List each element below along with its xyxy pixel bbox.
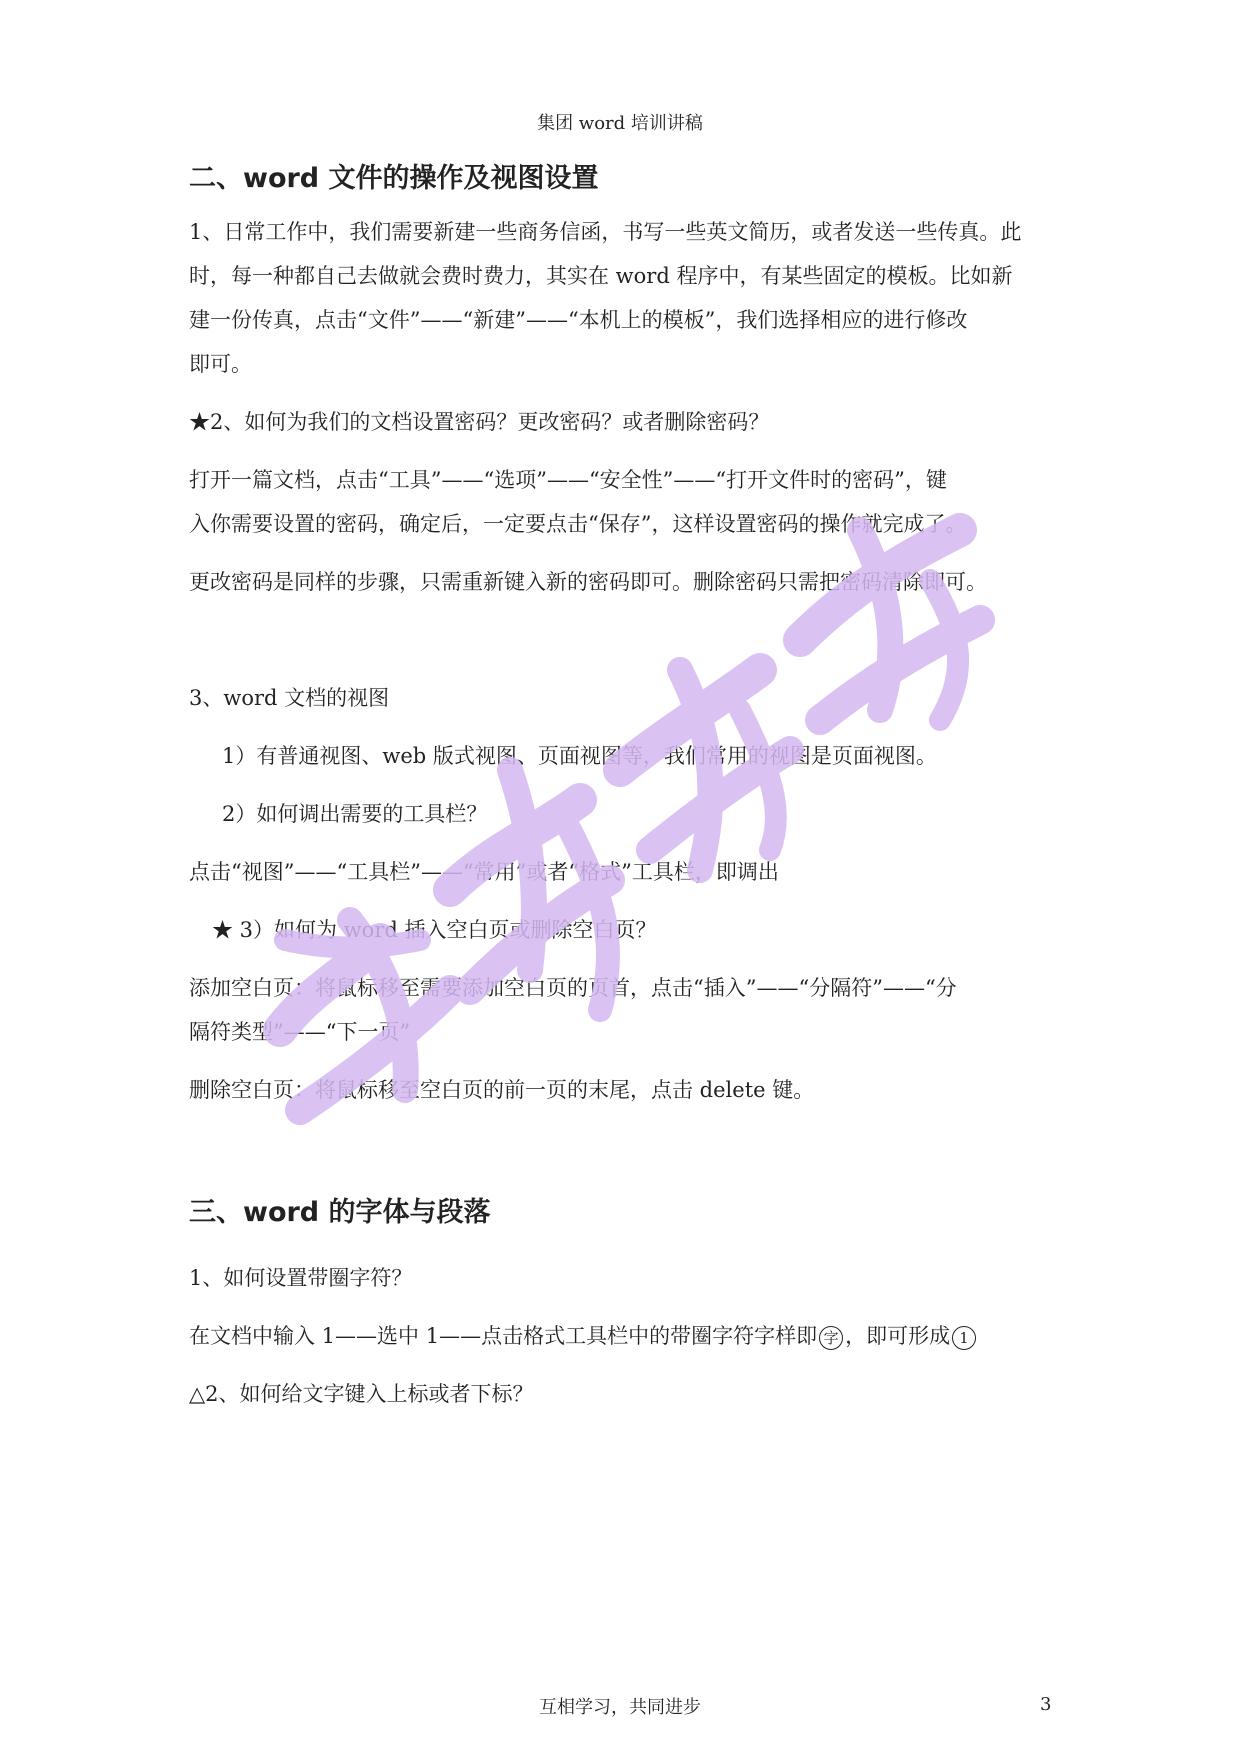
section-heading-2: 二、word 文件的操作及视图设置 (189, 163, 599, 194)
paragraph-line: 删除空白页：将鼠标移至空白页的前一页的末尾，点击 delete 键。 (189, 1078, 815, 1102)
paragraph-line: 时，每一种都自己去做就会费时费力，其实在 word 程序中，有某些固定的模板。比如新 (189, 264, 1013, 288)
page-footer-motto: 互相学习，共同进步 (539, 1697, 701, 1718)
section-heading-3: 三、word 的字体与段落 (189, 1197, 491, 1228)
list-item: ★ 3）如何为 word 插入空白页或删除空白页？ (212, 918, 657, 942)
list-item: 1）有普通视图、web 版式视图、页面视图等，我们常用的视图是页面视图。 (222, 744, 937, 768)
circled-number-result: 1 (952, 1326, 976, 1350)
paragraph-line: 即可。 (189, 352, 252, 376)
paragraph-line: 建一份传真，点击“文件”——“新建”——“本机上的模板”，我们选择相应的进行修改 (189, 308, 968, 332)
question-heading: ★2、如何为我们的文档设置密码？更改密码？或者删除密码？ (189, 410, 770, 434)
paragraph-line: 入你需要设置的密码，确定后，一定要点击“保存”，这样设置密码的操作就完成了。 (189, 512, 967, 536)
paragraph-line (189, 1322, 1055, 1350)
text-run: 在文档中输入 1——选中 1——点击格式工具栏中的带圈字符字样即 (189, 1324, 818, 1348)
list-item: 2）如何调出需要的工具栏？ (222, 802, 488, 826)
question-heading: 1、如何设置带圈字符？ (189, 1266, 413, 1290)
paragraph-line: 添加空白页：将鼠标移至需要添加空白页的页首，点击“插入”——“分隔符”——“分 (189, 976, 957, 1000)
circled-character-sample: 字 (819, 1326, 843, 1350)
paragraph-line: 点击“视图”——“工具栏”——“常用”或者“格式”工具栏，即调出 (189, 860, 779, 884)
paragraph-line: 隔符类型”——“下一页” (189, 1020, 411, 1044)
question-heading: △2、如何给文字键入上标或者下标？ (189, 1382, 534, 1406)
paragraph-line: 打开一篇文档，点击“工具”——“选项”——“安全性”——“打开文件时的密码”，键 (189, 468, 947, 492)
paragraph-line: 更改密码是同样的步骤，只需重新键入新的密码即可。删除密码只需把密码清除即可。 (189, 570, 987, 594)
question-heading: 3、word 文档的视图 (189, 686, 390, 710)
paragraph-line: 1、日常工作中，我们需要新建一些商务信函，书写一些英文简历，或者发送一些传真。此 (189, 220, 1022, 244)
page-header: 集团 word 培训讲稿 (537, 113, 703, 134)
text-run: ，即可形成 (845, 1324, 951, 1348)
page-number: 3 (1040, 1694, 1052, 1715)
